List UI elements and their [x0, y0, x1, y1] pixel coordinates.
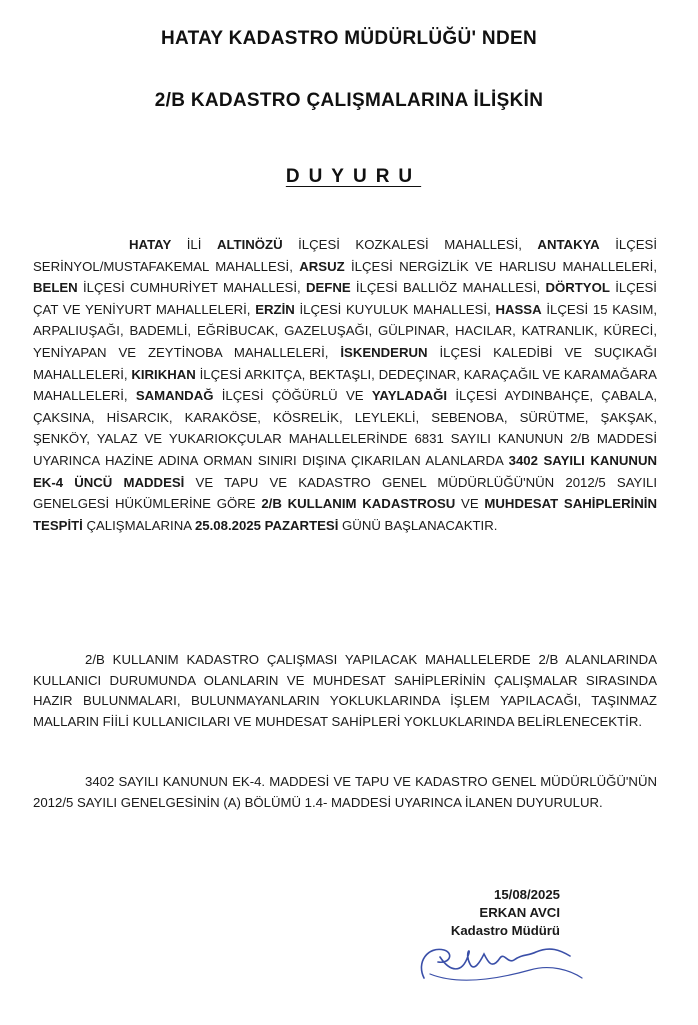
- text-run: İLİ: [171, 237, 217, 252]
- text-run: VE TAPU VE KADASTRO GENEL MÜDÜRLÜĞÜ'NÜN 2012/5 SAYILI GENELGESİ HÜKÜMLERİNE GÖRE: [33, 474, 657, 512]
- text-run: ÇALIŞMALARINA: [82, 517, 195, 533]
- district-name: ERZİN: [255, 301, 295, 317]
- text-run: İLÇESİ NERGİZLİK VE HARLISU MAHALLELERİ,: [344, 258, 658, 274]
- legal-basis-paragraph: 3402 SAYILI KANUNUN EK-4. MADDESİ VE TAPU VE KADASTRO GENEL MÜDÜRLÜĞÜ'NÜN 2012/5 SAYILI GENELGESİNİN (A) BÖLÜMÜ 1.4- MADDESİ UYARINCA İLANEN DUYURULUR.: [33, 774, 657, 810]
- handwritten-signature: [410, 912, 590, 992]
- work-type: MUHDESAT SAHİPLERİNİN TESPİTİ: [33, 496, 657, 533]
- signature-stroke: [421, 949, 570, 978]
- text-run: İLÇESİ 15 KASIM, ARPALIUŞAĞI, BADEMLİ, EĞRİBUCAK, GAZELUŞAĞI, GÜLPINAR, HACILAR, KATRANLIK, KÜRECİ, YENİYAPAN VE ZEYTİNOBA MAHALLELERİ,: [33, 301, 657, 360]
- signatory-title: Kadastro Müdürü: [450, 923, 560, 938]
- district-name: HASSA: [495, 301, 542, 317]
- text-run: İLÇESİ KALEDİBİ VE SUÇIKAĞI MAHALLELERİ,: [33, 344, 657, 382]
- attendance-paragraph: 2/B KULLANIM KADASTRO ÇALIŞMASI YAPILACAK MAHALLELERDE 2/B ALANLARINDA KULLANICI DURUMUNDA OLANLARIN VE MUHDESAT SAHİPLERİNİN ÇALIŞMALAR SIRASINDA HAZIR BULUNMALARI, BULUNMAYANLARIN YOKLUKLARINDA İŞLEM YAPILACAĞI, TAŞINMAZ MALLARIN FİİLİ KULLANICILARI VE MUHDESAT SAHİPLERİ YOKLUKLARINDA BELİRLENECEKTİR.: [33, 652, 657, 729]
- district-name: SAMANDAĞ: [135, 388, 214, 404]
- issuer-heading: HATAY KADASTRO MÜDÜRLÜĞÜ' NDEN: [161, 28, 537, 49]
- text-run: VE: [455, 496, 485, 512]
- district-name: BELEN: [33, 280, 78, 296]
- text-run: İLÇESİ SERİNYOL/MUSTAFAKEMAL MAHALLESİ,: [33, 237, 657, 274]
- district-name: ANTAKYA: [537, 237, 600, 252]
- notice-title: [0, 166, 698, 188]
- text-run: İLÇESİ AYDINBAHÇE, ÇABALA, ÇAKSINA, HİSARCIK, KARAKÖSE, KÖSRELİK, LEYLEKLİ, SEBENOBA, SÜRÜTME, ŞAKŞAK, ŞENKÖY, YALAZ VE YUKARIOKÇULAR MAHALLELERİNDE 6831 SAYILI KANUNUN 2/B MADDESİ UYARINCA HAZİNE ADINA ORMAN SINIRI DIŞINA ÇIKARILAN ALANLARDA: [33, 388, 657, 468]
- district-name: YAYLADAĞI: [371, 388, 448, 404]
- text-run: İLÇESİ ÇÖĞÜRLÜ VE: [213, 388, 372, 404]
- notice-title-text: DUYURU: [285, 166, 422, 187]
- text-run: İLÇESİ CUMHURİYET MAHALLESİ,: [77, 280, 306, 296]
- text-run: GÜNÜ BAŞLANACAKTIR.: [338, 517, 498, 533]
- signatory-name: ERKAN AVCI: [479, 905, 560, 920]
- work-type: 2/B KULLANIM KADASTROSU: [261, 496, 456, 512]
- law-reference: 3402 SAYILI KANUNUN EK-4 ÜNCÜ MADDESİ: [33, 452, 657, 490]
- district-name: KIRIKHAN: [131, 366, 196, 382]
- text-run: İLÇESİ BALLIÖZ MAHALLESİ,: [350, 280, 546, 296]
- district-name: ALTINÖZÜ: [216, 237, 283, 252]
- district-name: İSKENDERUN: [340, 344, 428, 360]
- subject-heading: 2/B KADASTRO ÇALIŞMALARINA İLİŞKİN: [154, 90, 544, 111]
- district-name: ARSUZ: [299, 258, 345, 274]
- text-run: İLÇESİ KOZKALESİ MAHALLESİ,: [282, 237, 538, 252]
- district-name: DÖRTYOL: [545, 280, 610, 296]
- district-name: DEFNE: [305, 280, 351, 296]
- text-run: İLÇESİ ARKITÇA, BEKTAŞLI, DEDEÇINAR, KARAÇAĞIL VE KARAMAĞARA MAHALLELERİ,: [33, 366, 657, 404]
- signature-date: 15/08/2025: [493, 887, 560, 902]
- text-run: İLÇESİ ÇAT VE YENİYURT MAHALLELERİ,: [33, 280, 657, 317]
- signature-underline: [430, 968, 582, 981]
- province-name: HATAY: [129, 237, 172, 252]
- start-date: 25.08.2025 PAZARTESİ: [194, 517, 339, 533]
- announcement-paragraph: [33, 234, 657, 536]
- text-run: İLÇESİ KUYULUK MAHALLESİ,: [294, 301, 496, 317]
